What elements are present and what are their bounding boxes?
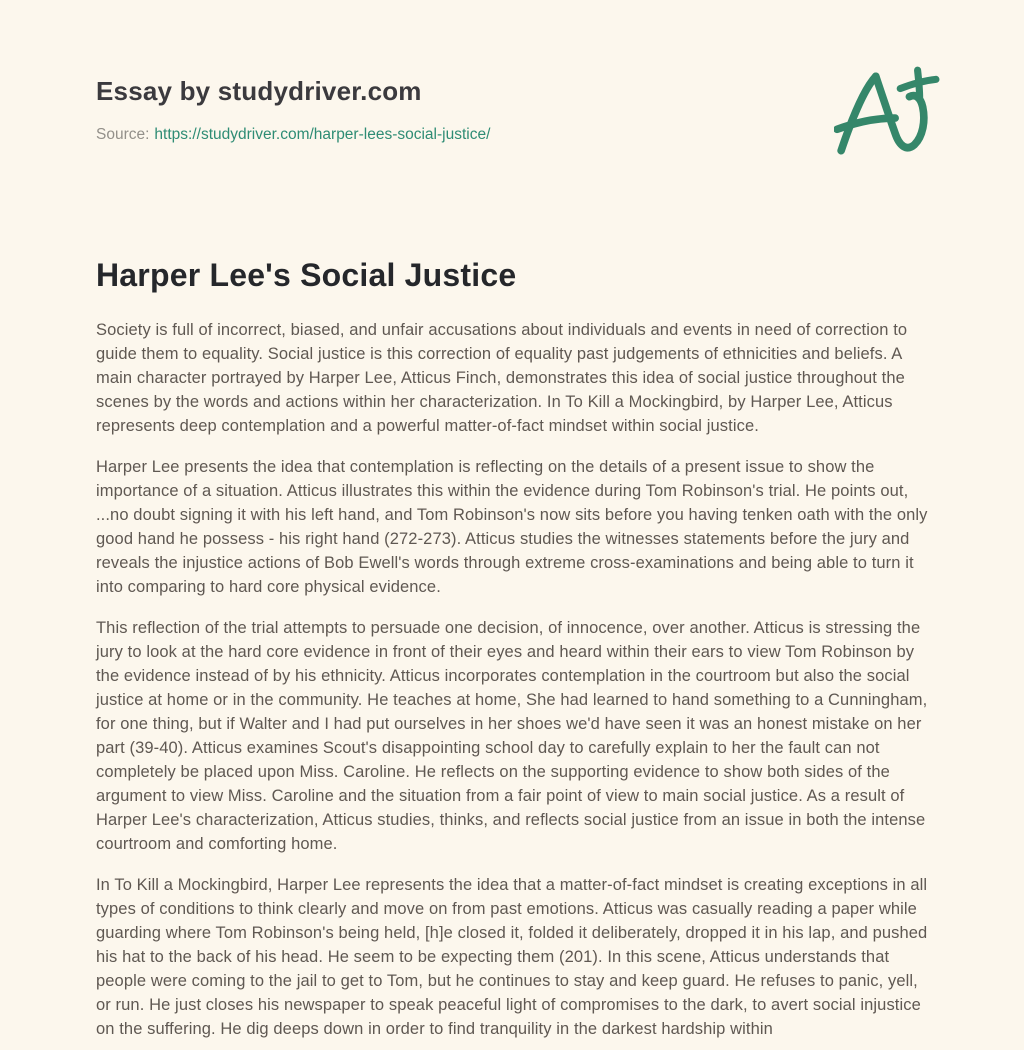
essay-body <box>96 318 936 1041</box>
page-title: Essay by studydriver.com <box>96 76 422 106</box>
essay-paragraph: Harper Lee presents the idea that contemplation is reflecting on the details of a present issue to show the importance of a situation. Atticus illustrates this within the evidence during Tom Robinson's trial. He points out, ...no doubt signing it with his left hand, and Tom Robinson's now sits before you having tenken oath with the only good hand he possess - his right hand (272-273). Atticus studies the witnesses statements before the jury and reveals the injustice actions of Bob Ewell's words through extreme cross-examinations and being able to turn it into comparing to hard core physical evidence. <box>96 457 928 596</box>
source-link[interactable]: https://studydriver.com/harper-lees-social-justice/ <box>154 126 491 143</box>
studydriver-a-plus-logo-icon <box>834 64 940 162</box>
essay-paragraph: This reflection of the trial attempts to persuade one decision, of innocence, over another. Atticus is stressing the jury to look at the hard core evidence in front of their eyes and heard within their ears to view Tom Robinson by the evidence instead of by his ethnicity. Atticus incorporates contemplation in the courtroom but also the social justice at home or in the community. He teaches at home, She had learned to hand something to a Cunningham, for one thing, but if Walter and I had put ourselves in her shoes we'd have seen it was an honest mistake on her part (39-40). Atticus examines Scout's disappointing school day to carefully explain to her the fault can not completely be placed upon Miss. Caroline. He reflects on the supporting evidence to show both sides of the argument to view Miss. Caroline and the situation from a fair point of view to main social justice. As a result of Harper Lee's characterization, Atticus studies, thinks, and reflects social justice from an issue in both the intense courtroom and comforting home. <box>96 618 928 853</box>
essay-paragraph: Society is full of incorrect, biased, and unfair accusations about individuals and events in need of correction to guide them to equality. Social justice is this correction of equality past judgements of ethnicities and beliefs. A main character portrayed by Harper Lee, Atticus Finch, demonstrates this idea of social justice throughout the scenes by the words and actions within her characterization. In To Kill a Mockingbird, by Harper Lee, Atticus represents deep contemplation and a powerful matter-of-fact mindset within social justice. <box>96 320 908 435</box>
source-line <box>96 126 936 145</box>
document-header <box>96 78 936 145</box>
essay-title: Harper Lee's Social Justice <box>96 256 517 293</box>
essay-paragraph: In To Kill a Mockingbird, Harper Lee represents the idea that a matter-of-fact mindset is creating exceptions in all types of conditions to think clearly and move on from past emotions. Atticus was casually reading a paper while guarding where Tom Robinson's being held, [h]e closed it, folded it deliberately, dropped it in his lap, and pushed his hat to the back of his head. He seem to be expecting them (201). In this scene, Atticus understands that people were coming to the jail to get to Tom, but he continues to stay and keep guard. He refuses to panic, yell, or run. He just closes his newspaper to speak peaceful light of compromises to the dark, to avert social injustice on the suffering. He dig deeps down in order to find tranquility in the darkest hardship within <box>96 875 928 1038</box>
essay-content <box>96 257 936 1041</box>
source-label: Source: <box>96 126 150 143</box>
